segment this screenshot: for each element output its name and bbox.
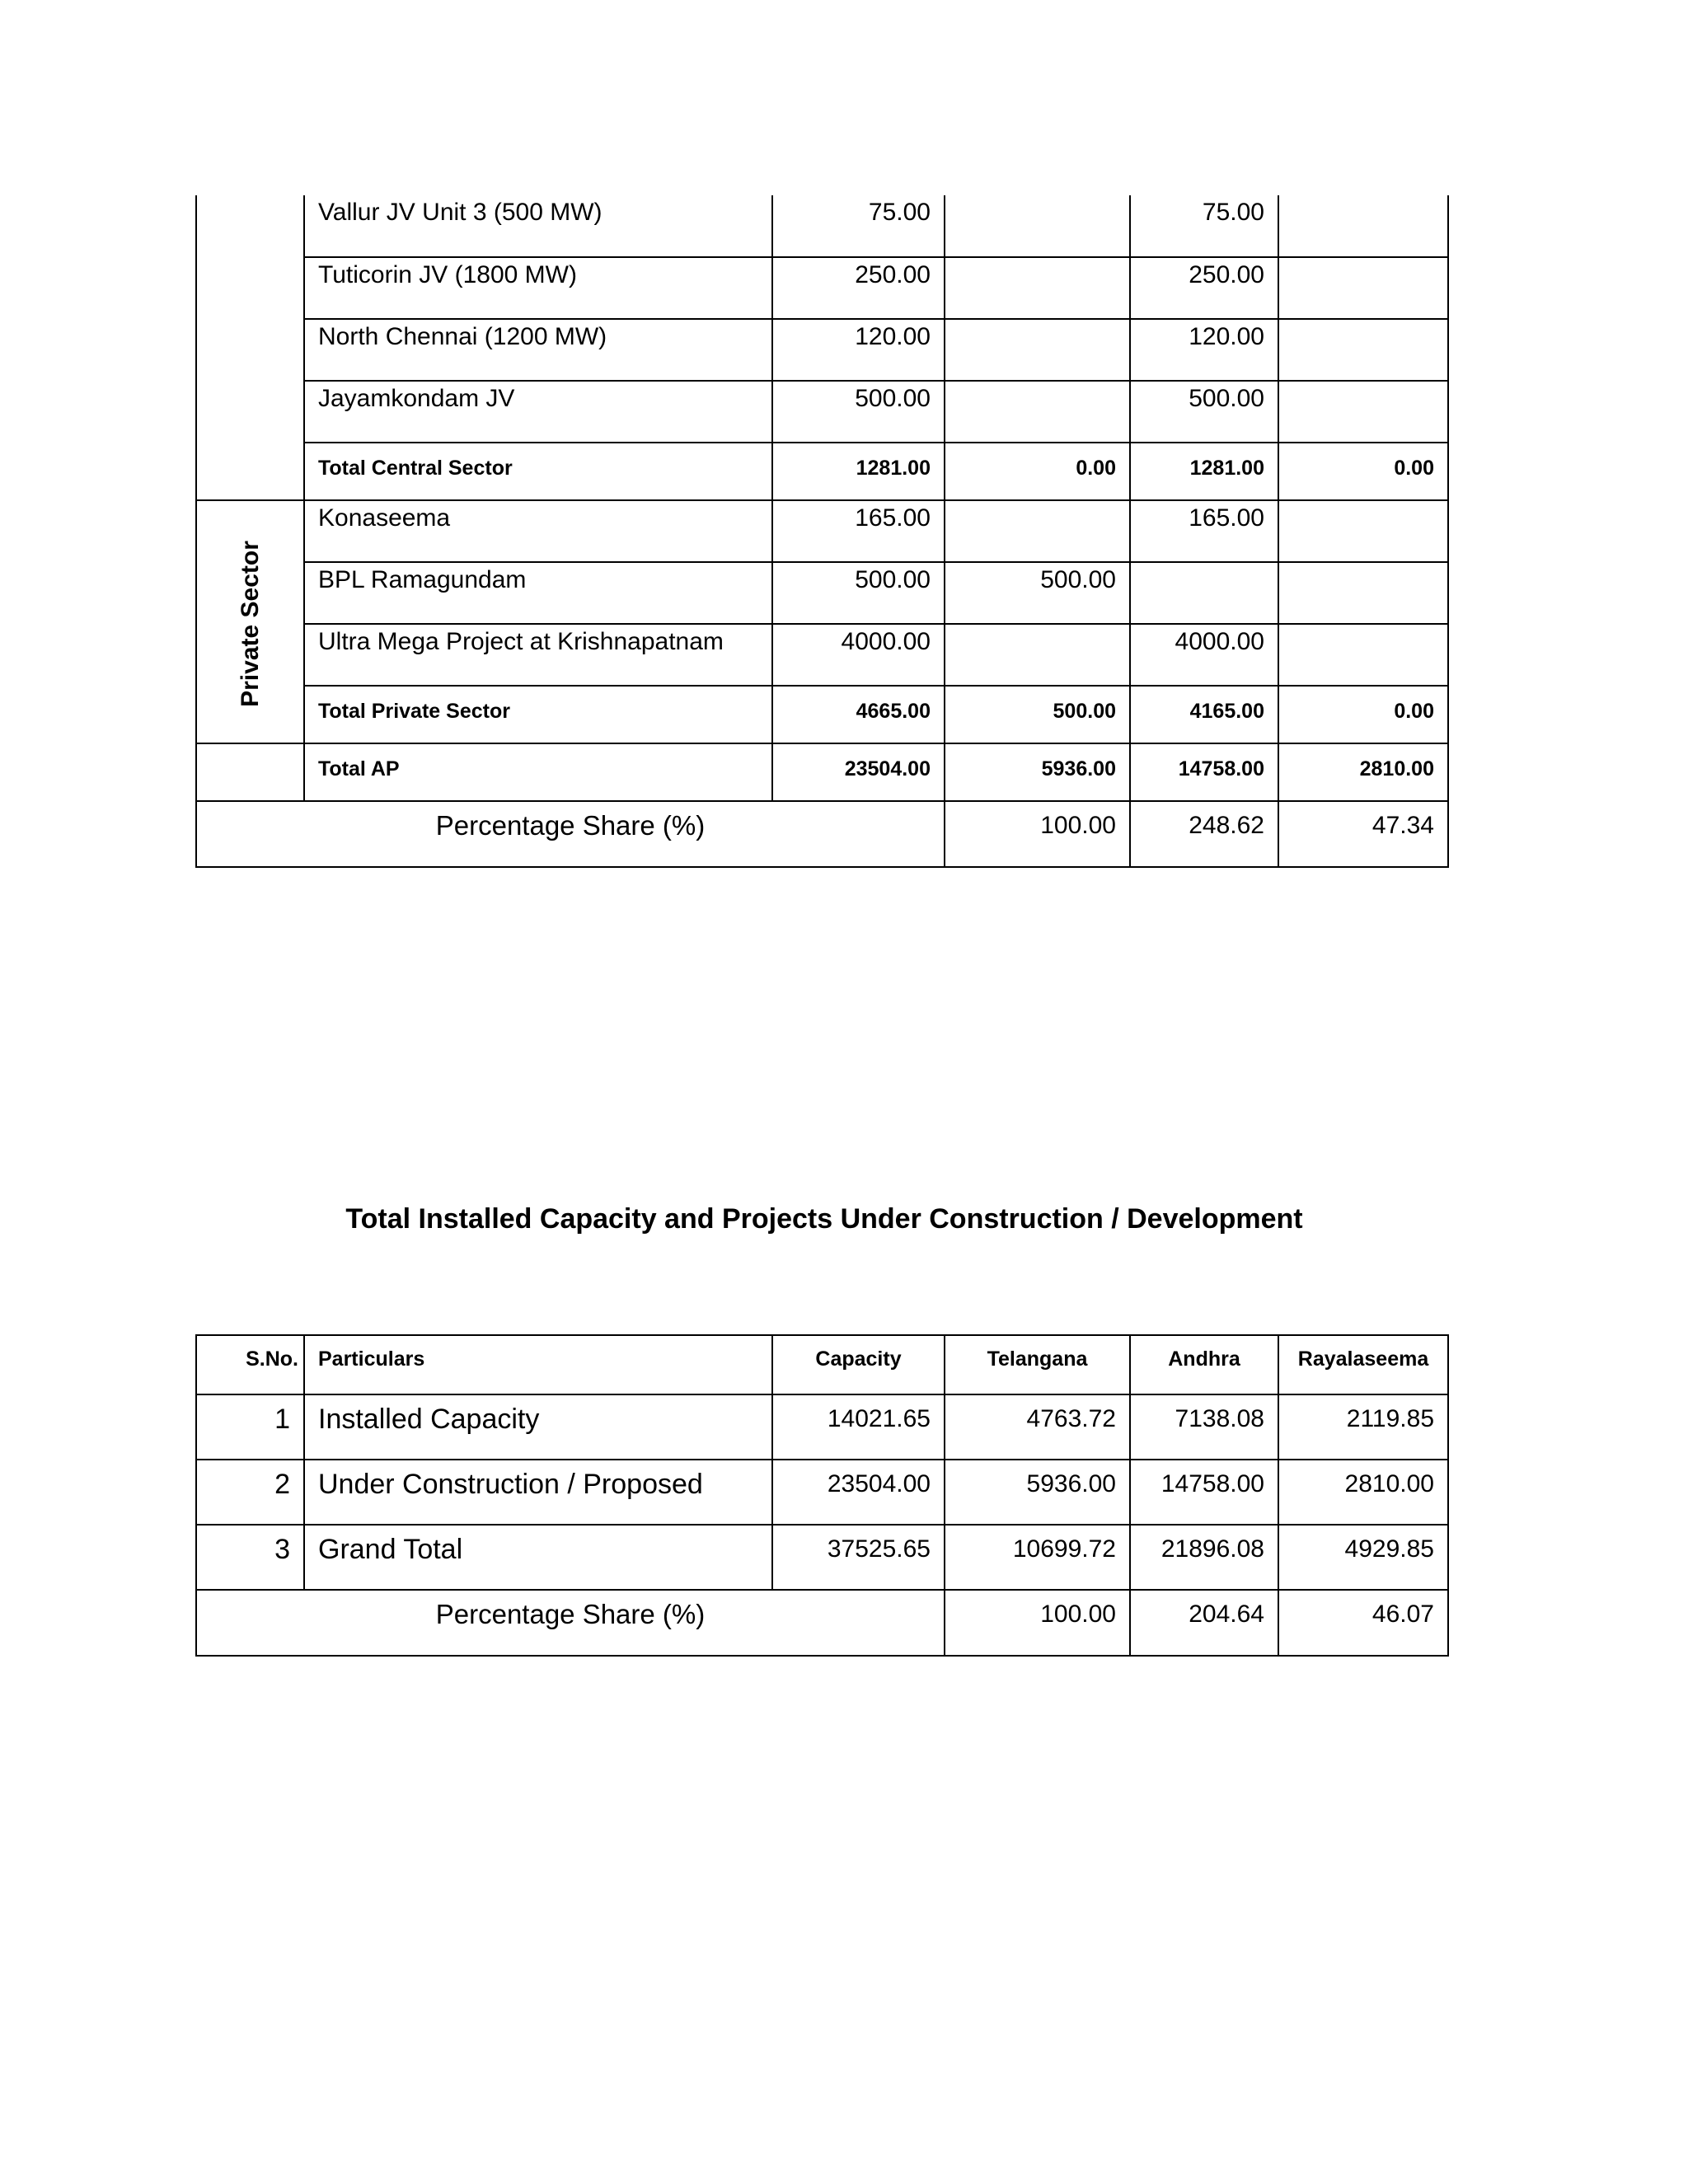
capacity-value: 37525.65: [772, 1525, 945, 1590]
project-name: North Chennai (1200 MW): [304, 319, 772, 381]
private-sector-label: Private Sector: [236, 540, 264, 707]
table-row: [196, 1460, 1448, 1525]
summary-table: [195, 1334, 1449, 1657]
rayalaseema-value: 0.00: [1278, 686, 1448, 743]
capacity-value: 120.00: [772, 319, 945, 381]
table-row: [196, 500, 1448, 562]
andhra-value: 500.00: [1130, 381, 1278, 443]
capacity-value: 75.00: [772, 195, 945, 257]
andhra-value: 1281.00: [1130, 443, 1278, 500]
andhra-value: 21896.08: [1130, 1525, 1278, 1590]
andhra-value: 14758.00: [1130, 1460, 1278, 1525]
andhra-value: 14758.00: [1130, 743, 1278, 801]
rayalaseema-value: 4929.85: [1278, 1525, 1448, 1590]
table-header-row: [196, 1335, 1448, 1394]
andhra-value: [1130, 562, 1278, 624]
percentage-label: Percentage Share (%): [196, 801, 945, 867]
rayalaseema-value: [1278, 500, 1448, 562]
andhra-value: 250.00: [1130, 257, 1278, 319]
telangana-value: [945, 500, 1130, 562]
telangana-value: 4763.72: [945, 1394, 1130, 1460]
table-row: [196, 1525, 1448, 1590]
telangana-value: 0.00: [945, 443, 1130, 500]
telangana-value: [945, 381, 1130, 443]
header-telangana: Telangana: [945, 1335, 1130, 1394]
capacity-value: 23504.00: [772, 1460, 945, 1525]
telangana-value: 500.00: [945, 562, 1130, 624]
table-row: [196, 195, 1448, 257]
andhra-value: 7138.08: [1130, 1394, 1278, 1460]
table-row: [196, 381, 1448, 443]
row-sno: 2: [196, 1460, 304, 1525]
header-sno: S.No.: [196, 1335, 304, 1394]
rayalaseema-value: [1278, 624, 1448, 686]
table-row: [196, 1394, 1448, 1460]
table-total-row: [196, 686, 1448, 743]
telangana-value: [945, 195, 1130, 257]
rayalaseema-value: 2810.00: [1278, 1460, 1448, 1525]
telangana-value: [945, 624, 1130, 686]
rayalaseema-value: 2119.85: [1278, 1394, 1448, 1460]
header-particulars: Particulars: [304, 1335, 772, 1394]
andhra-value: 4165.00: [1130, 686, 1278, 743]
project-name: Total Private Sector: [304, 686, 772, 743]
rayalaseema-percentage: 46.07: [1278, 1590, 1448, 1656]
rayalaseema-value: [1278, 562, 1448, 624]
projects-table: [195, 195, 1449, 868]
project-name: Konaseema: [304, 500, 772, 562]
rayalaseema-value: 0.00: [1278, 443, 1448, 500]
table-row: [196, 562, 1448, 624]
telangana-value: 500.00: [945, 686, 1130, 743]
telangana-value: 5936.00: [945, 1460, 1130, 1525]
project-name: Total AP: [304, 743, 772, 801]
row-particulars: Under Construction / Proposed: [304, 1460, 772, 1525]
project-name: BPL Ramagundam: [304, 562, 772, 624]
sector-cell-private: [196, 500, 304, 743]
telangana-value: 10699.72: [945, 1525, 1130, 1590]
project-name: Total Central Sector: [304, 443, 772, 500]
rayalaseema-percentage: 47.34: [1278, 801, 1448, 867]
rayalaseema-value: [1278, 381, 1448, 443]
table-total-row: [196, 743, 1448, 801]
capacity-value: 4665.00: [772, 686, 945, 743]
capacity-value: 4000.00: [772, 624, 945, 686]
andhra-value: 120.00: [1130, 319, 1278, 381]
andhra-percentage: 204.64: [1130, 1590, 1278, 1656]
rayalaseema-value: [1278, 319, 1448, 381]
sector-cell-empty: [196, 743, 304, 801]
capacity-value: 14021.65: [772, 1394, 945, 1460]
project-name: Vallur JV Unit 3 (500 MW): [304, 195, 772, 257]
header-capacity: Capacity: [772, 1335, 945, 1394]
capacity-value: 500.00: [772, 381, 945, 443]
project-name: Jayamkondam JV: [304, 381, 772, 443]
capacity-value: 250.00: [772, 257, 945, 319]
rayalaseema-value: [1278, 195, 1448, 257]
percentage-row: [196, 1590, 1448, 1656]
capacity-value: 1281.00: [772, 443, 945, 500]
header-andhra: Andhra: [1130, 1335, 1278, 1394]
andhra-value: 75.00: [1130, 195, 1278, 257]
rayalaseema-value: 2810.00: [1278, 743, 1448, 801]
table-row: [196, 624, 1448, 686]
percentage-row: [196, 801, 1448, 867]
percentage-label: Percentage Share (%): [196, 1590, 945, 1656]
row-particulars: Installed Capacity: [304, 1394, 772, 1460]
andhra-value: 4000.00: [1130, 624, 1278, 686]
telangana-value: [945, 319, 1130, 381]
table-row: [196, 257, 1448, 319]
rayalaseema-value: [1278, 257, 1448, 319]
project-name: Ultra Mega Project at Krishnapatnam: [304, 624, 772, 686]
andhra-value: 165.00: [1130, 500, 1278, 562]
project-name: Tuticorin JV (1800 MW): [304, 257, 772, 319]
capacity-value: 165.00: [772, 500, 945, 562]
row-sno: 1: [196, 1394, 304, 1460]
telangana-percentage: 100.00: [945, 1590, 1130, 1656]
telangana-percentage: 100.00: [945, 801, 1130, 867]
table-total-row: [196, 443, 1448, 500]
sector-cell-central: [196, 195, 304, 500]
header-rayalaseema: Rayalaseema: [1278, 1335, 1448, 1394]
capacity-value: 500.00: [772, 562, 945, 624]
section-title: Total Installed Capacity and Projects Under Construction / Development: [345, 1203, 1303, 1235]
row-sno: 3: [196, 1525, 304, 1590]
telangana-value: [945, 257, 1130, 319]
telangana-value: 5936.00: [945, 743, 1130, 801]
table-row: [196, 319, 1448, 381]
row-particulars: Grand Total: [304, 1525, 772, 1590]
capacity-value: 23504.00: [772, 743, 945, 801]
andhra-percentage: 248.62: [1130, 801, 1278, 867]
